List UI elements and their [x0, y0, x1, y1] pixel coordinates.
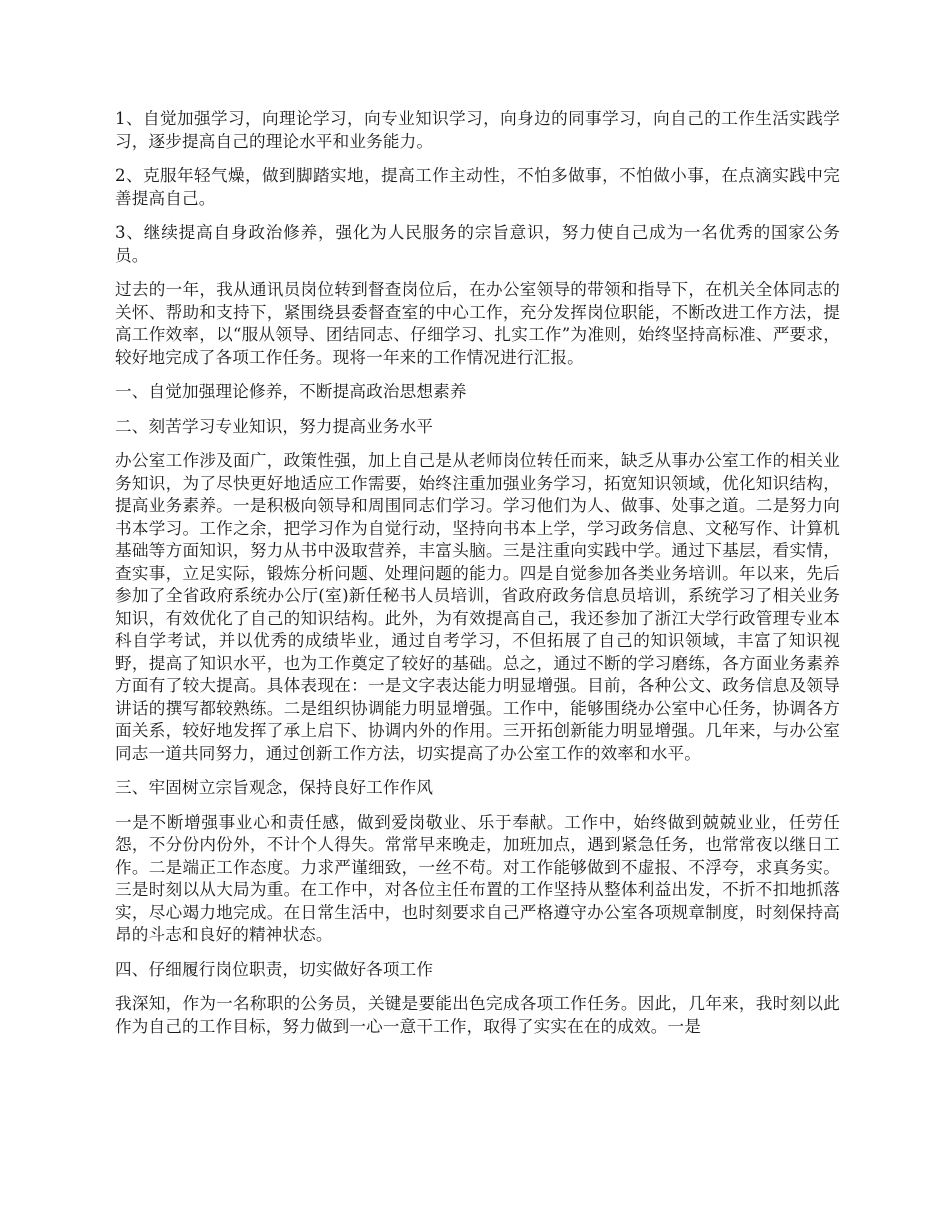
section-heading-1: 一、自觉加强理论修养，不断提高政治思想素养 [115, 382, 467, 401]
paragraph-point-1: 1、自觉加强学习，向理论学习，向专业知识学习，向身边的同事学习，向自己的工作生活实践学习，逐步提高自己的理论水平和业务能力。 [115, 109, 840, 151]
paragraph-point-2: 2、克服年轻气燥，做到脚踏实地，提高工作主动性，不怕多做事，不怕做小事，在点滴实践中完善提高自己。 [115, 166, 840, 208]
paragraph-point-3: 3、继续提高自身政治修养，强化为人民服务的宗旨意识，努力使自己成为一名优秀的国家公务员。 [115, 223, 840, 265]
section-heading-4: 四、仔细履行岗位职责，切实做好各项工作 [115, 959, 434, 979]
paragraph-study: 办公室工作涉及面广，政策性强，加上自己是从老师岗位转任而来，缺乏从事办公室工作的相关业务知识，为了尽快更好地适应工作需要，始终注重加强业务学习，拓宽知识领域，优化知识结构，提高业务素养。一是积极向领导和周围同志们学习。学习他们为人、做事、处事之道。二是努力向书本学习。工作之余，把学习作为自觉行动，坚持向书本上学，学习政务信息、文秘写作、计算机基础等方面知识，努力从书中汲取营养，丰富头脑。三是注重向实践中学。通过下基层，看实情，查实事，立足实际，锻炼分析问题、处理问题的能力。四是自觉参加各类业务培训。年以来，先后参加了全省政府系统办公厅(室)新任秘书人员培训，省政府政务信息员培训，系统学习了相关业务知识，有效优化了自己的知识结构。此外，为有效提高自己，我还参加了浙江大学行政管理专业本科自学考试，并以优秀的成绩毕业，通过自考学习，不但拓展了自己的知识领域，丰富了知识视野，提高了知识水平，也为工作奠定了较好的基础。总之，通过不断的学习磨练，各方面业务素养方面有了较大提高。具体表现在：一是文字表达能力明显增强。目前，各种公文、政务信息及领导讲话的撰写都较熟练。二是组织协调能力明显增强。工作中，能够围绕办公室中心任务，协调各方面关系，较好地发挥了承上启下、协调内外的作用。三开拓创新能力明显增强。几年来，与办公室同志一道共同努力，通过创新工作方法，切实提高了办公室工作的效率和水平。 [115, 451, 840, 763]
section-heading-2: 二、刻苦学习专业知识，努力提高业务水平 [115, 416, 434, 436]
section-heading-3: 三、牢固树立宗旨观念，保持良好工作作风 [115, 778, 434, 797]
paragraph-duties: 我深知，作为一名称职的公务员，关键是要能出色完成各项工作任务。因此，几年来，我时刻以此作为自己的工作目标，努力做到一心一意干工作，取得了实实在在的成效。一是 [115, 994, 840, 1036]
document-body [115, 108, 840, 1050]
paragraph-intro: 过去的一年，我从通讯员岗位转到督查岗位后，在办公室领导的带领和指导下，在机关全体同志的关怀、帮助和支持下，紧围绕县委督查室的中心工作，充分发挥岗位职能，不断改进工作方法，提高工作效率，以“服从领导、团结同志、仔细学习、扎实工作”为准则，始终坚持高标准、严要求，较好地完成了各项工作任务。现将一年来的工作情况进行汇报。 [115, 280, 840, 367]
paragraph-work-style: 一是不断增强事业心和责任感，做到爱岗敬业、乐于奉献。工作中，始终做到兢兢业业，任劳任怨，不分份内份外，不计个人得失。常常早来晚走，加班加点，遇到紧急任务，也常常夜以继日工作。二是端正工作态度。力求严谨细致，一丝不苟。对工作能够做到不虚报、不浮夸，求真务实。三是时刻以从大局为重。在工作中，对各位主任布置的工作坚持从整体利益出发，不折不扣地抓落实，尽心竭力地完成。在日常生活中，也时刻要求自己严格遵守办公室各项规章制度，时刻保持高昂的斗志和良好的精神状态。 [115, 812, 840, 944]
